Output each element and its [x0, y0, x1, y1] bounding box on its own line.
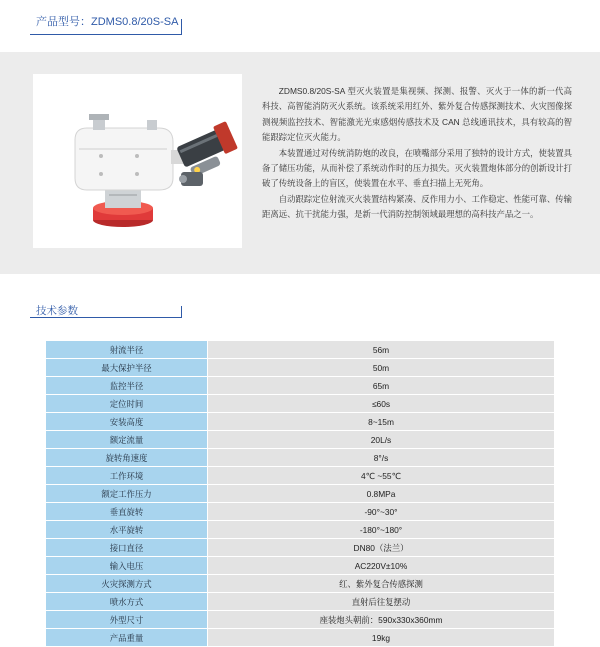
spec-label: 垂直旋转	[46, 503, 208, 521]
table-row	[46, 593, 554, 611]
spec-value: 0.8MPa	[208, 485, 555, 503]
table-row	[46, 557, 554, 575]
description-paragraph: ZDMS0.8/20S-SA 型灭火装置是集视频、探测、报警、灭火于一体的新一代高科技、高智能消防灭火系统。该系统采用红外、紫外复合传感探测技术、火灾图像探测视频监控技术、智能激光光束感烟传感技术及 CAN 总线通讯技术，具有较高的智能跟踪定位灭火能力。	[262, 86, 572, 143]
spec-value: 8°/s	[208, 449, 555, 467]
spec-label: 产品重量	[46, 629, 208, 647]
spec-value: 56m	[208, 341, 555, 359]
spec-underline-tick	[181, 306, 182, 318]
spec-label: 喷水方式	[46, 593, 208, 611]
spec-value: 19kg	[208, 629, 555, 647]
table-row	[46, 575, 554, 593]
spec-value: 直射后往复摆动	[208, 593, 555, 611]
spec-value: -180°~180°	[208, 521, 555, 539]
spec-label: 安装高度	[46, 413, 208, 431]
spec-label: 输入电压	[46, 557, 208, 575]
table-row	[46, 611, 554, 629]
table-row	[46, 521, 554, 539]
spec-value: 红、紫外复合传感探测	[208, 575, 555, 593]
spec-label: 定位时间	[46, 395, 208, 413]
spec-value: ≤60s	[208, 395, 555, 413]
spec-value: 50m	[208, 359, 555, 377]
spec-value: DN80（法兰）	[208, 539, 555, 557]
spec-value: 座装炮头朝前：590x330x360mm	[208, 611, 555, 629]
spec-label: 射流半径	[46, 341, 208, 359]
title-underline-tick	[181, 19, 182, 35]
description-paragraph: 本装置通过对传统消防炮的改良，在喷嘴部分采用了独特的设计方式，使装置具备了储压功能，从而补偿了系统动作时的压力损失。灭火装置炮体部分的创新设计打破了传统设备上的盲区，使装置在水平、垂直扫描上无死角。	[262, 147, 572, 189]
spec-table	[46, 341, 554, 647]
table-row	[46, 629, 554, 647]
spec-label: 水平旋转	[46, 521, 208, 539]
table-row	[46, 503, 554, 521]
product-model-title: 产品型号：ZDMS0.8/20S-SA	[36, 16, 179, 28]
table-row	[46, 467, 554, 485]
description-paragraph: 自动跟踪定位射流灭火装置结构紧凑、反作用力小、工作稳定、性能可靠、传输距离远、抗干扰能力强，是新一代消防控制领域最理想的高科技产品之一。	[262, 193, 572, 220]
spec-label: 额定流量	[46, 431, 208, 449]
product-model-header	[30, 10, 180, 36]
spec-value: 8~15m	[208, 413, 555, 431]
product-description	[262, 84, 572, 223]
spec-underline	[30, 317, 182, 318]
table-row	[46, 539, 554, 557]
spec-value: AC220V±10%	[208, 557, 555, 575]
spec-label: 最大保护半径	[46, 359, 208, 377]
table-row	[46, 359, 554, 377]
table-row	[46, 395, 554, 413]
table-row	[46, 485, 554, 503]
spec-label: 工作环境	[46, 467, 208, 485]
spec-label: 监控半径	[46, 377, 208, 395]
spec-value: 65m	[208, 377, 555, 395]
spec-value: 4℃ ~55℃	[208, 467, 555, 485]
spec-label: 外型尺寸	[46, 611, 208, 629]
table-row	[46, 431, 554, 449]
spec-label: 旋转角速度	[46, 449, 208, 467]
table-row	[46, 413, 554, 431]
spec-label: 火灾探测方式	[46, 575, 208, 593]
product-photo-card	[33, 74, 242, 248]
table-row	[46, 449, 554, 467]
table-row	[46, 341, 554, 359]
spec-section-title: 技术参数	[36, 305, 78, 317]
title-underline	[30, 34, 182, 35]
spec-label: 额定工作压力	[46, 485, 208, 503]
table-row	[46, 377, 554, 395]
spec-value: 20L/s	[208, 431, 555, 449]
spec-section-header	[30, 300, 180, 326]
spec-value: -90°~30°	[208, 503, 555, 521]
spec-label: 接口直径	[46, 539, 208, 557]
fire-monitor-device-photo	[33, 74, 242, 248]
